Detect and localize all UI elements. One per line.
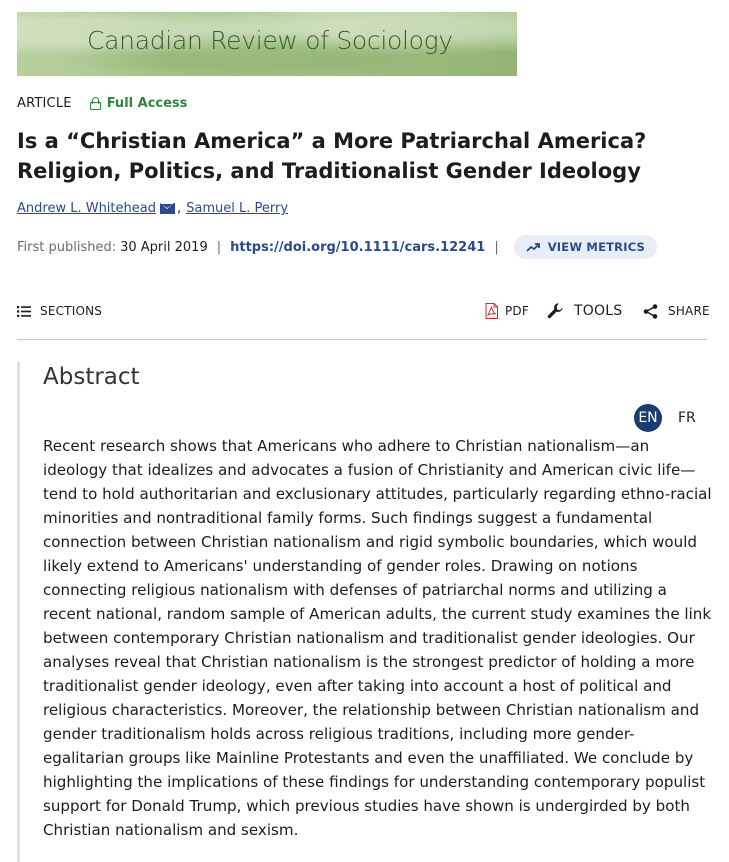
view-metrics-label: VIEW METRICS (547, 240, 646, 254)
doi-link[interactable]: https://doi.org/10.1111/cars.12241 (230, 239, 486, 255)
trend-up-icon (526, 242, 540, 252)
pdf-button[interactable] (485, 300, 529, 322)
tools-label: TOOLS (574, 303, 623, 319)
lock-icon (90, 97, 101, 110)
article-title: Is a “Christian America” a More Patriarchal America? Religion, Politics, and Traditionalist Gender Ideology (17, 129, 647, 183)
share-label: SHARE (668, 304, 710, 318)
share-icon (643, 304, 658, 319)
journal-name: Canadian Review of Sociology (87, 26, 453, 55)
journal-banner[interactable] (17, 12, 517, 76)
tools-button[interactable] (547, 300, 622, 322)
access-badge: Full Access (106, 96, 188, 111)
publication-info: First published: 30 April 2019 | https://doi.org/10.1111/cars.12241 | VIEW METRICS (17, 236, 657, 258)
pdf-icon (485, 303, 498, 319)
wrench-icon (547, 302, 565, 320)
author-list: Andrew L. Whitehead , Samuel L. Perry (17, 201, 289, 216)
list-icon (17, 306, 31, 317)
share-button[interactable] (643, 300, 710, 322)
language-fr-button[interactable]: FR (678, 410, 696, 426)
pdf-label: PDF (505, 304, 529, 318)
view-metrics-button[interactable] (514, 235, 657, 259)
article-type: ARTICLE (17, 96, 72, 111)
toolbar-divider (17, 339, 707, 340)
article-toolbar (17, 300, 710, 322)
abstract-text: Recent research shows that Americans who adhere to Christian nationalism—an ideology that idealizes and advocates a fusion of Christianity and American civic life—tend to hold authoritarian and exclusionary attitudes, particularly regarding ethno-racial minorities and nontraditional family forms. Such findings suggest a fundamental connection between Christian nationalism and rigid symbolic boundaries, which would likely extend to Americans' understanding of gender roles. Drawing on notions connecting religious nationalism with defenses of patriarchal norms and utilizing a recent national, random sample of American adults, the current study examines the link between contemporary Christian nationalism and traditionalist gender ideologies. Our analyses reveal that Christian nationalism is the strongest predictor of holding a more traditionalist gender ideology, even after taking into account a host of political and religious characteristics. Moreover, the relationship between Christian nationalism and gender traditionalism holds across religious traditions, including more gender-egalitarian groups like Mainline Protestants and even the unaffiliated. We conclude by highlighting the implications of these findings for understanding contemporary populist support for Donald Trump, which previous studies have shown is undergirded by both Christian nationalism and sexism. (43, 437, 712, 839)
first-published-label: First published: (17, 239, 117, 255)
abstract-section (17, 362, 712, 862)
sections-label: SECTIONS (40, 304, 103, 318)
sections-button[interactable] (17, 300, 102, 322)
mail-icon[interactable] (160, 203, 175, 214)
abstract-heading: Abstract (43, 364, 140, 390)
author-link[interactable]: Samuel L. Perry (186, 201, 289, 216)
article-meta (17, 96, 187, 111)
author-link[interactable]: Andrew L. Whitehead (17, 201, 156, 216)
language-en-button[interactable]: EN (634, 404, 662, 432)
first-published-date: 30 April 2019 (120, 239, 208, 255)
